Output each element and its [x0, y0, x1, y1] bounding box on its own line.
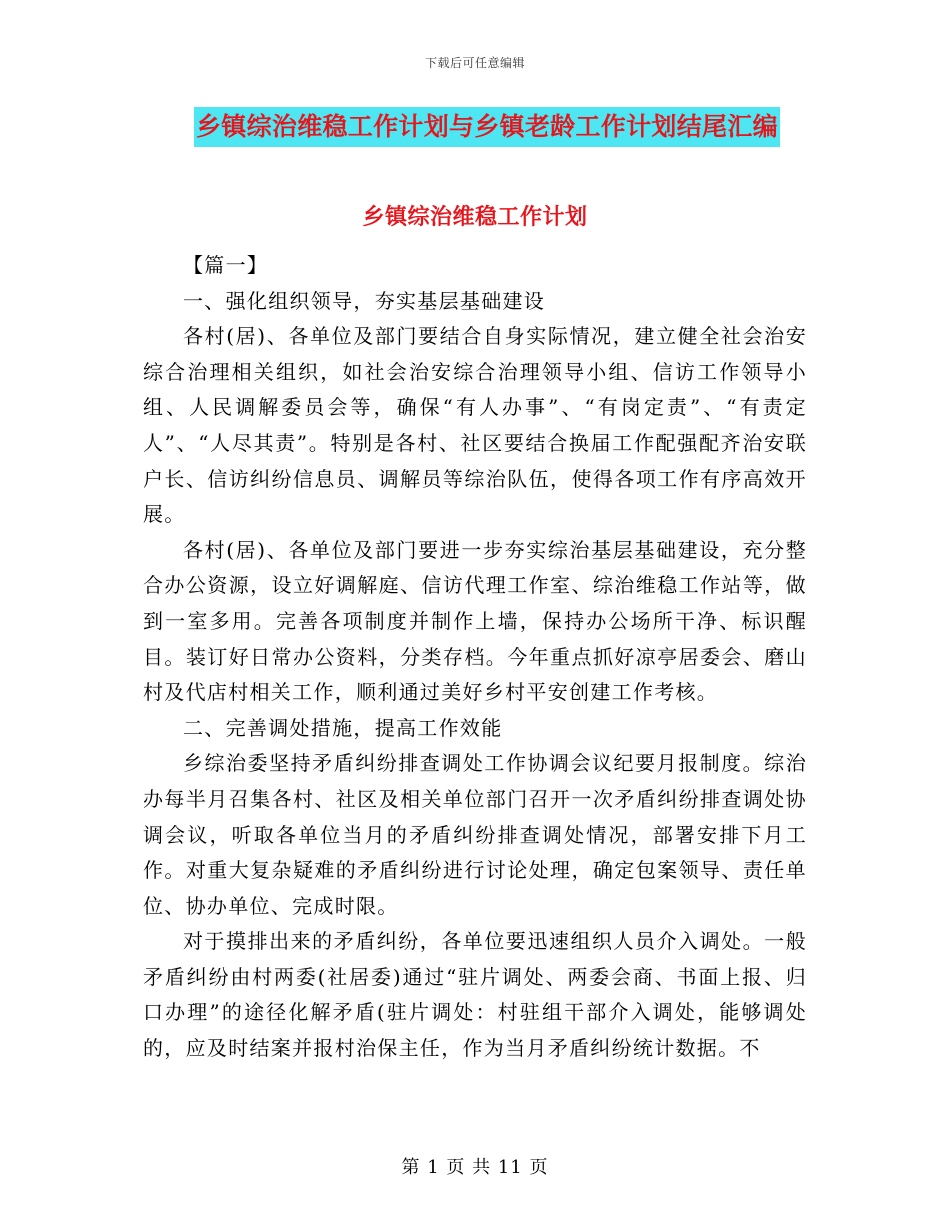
body-paragraph: 对于摸排出来的矛盾纠纷，各单位要迅速组织人员介入调处。一般矛盾纠纷由村两委(社居委)通过“驻片调处、两委会商、书面上报、归口办理”的途径化解矛盾(驻片调处：村驻组干部介入调处，能够调处的，应及时结案并报村治保主任，作为当月矛盾纠纷统计数据。不: [143, 929, 807, 1061]
document-sub-title: 乡镇综治维稳工作计划: [362, 205, 588, 230]
section-heading: 一、强化组织领导，夯实基层基础建设: [183, 288, 546, 313]
section-heading: 二、完善调处措施，提高工作效能: [183, 715, 503, 740]
body-paragraph: 各村(居)、各单位及部门要结合自身实际情况，建立健全社会治安综合治理相关组织，如社会治安综合治理领导小组、信访工作领导小组、人民调解委员会等，确保“有人办事”、“有岗定责”、“有责定人”、“人尽其责”。特别是各村、社区要结合换届工作配强配齐治安联户长、信访纠纷信息员、调解员等综治队伍，使得各项工作有序高效开展。: [143, 324, 807, 527]
page-number: 第 1 页 共 11 页: [401, 1157, 549, 1178]
body-paragraph: 各村(居)、各单位及部门要进一步夯实综治基层基础建设，充分整合办公资源，设立好调解庭、信访代理工作室、综治维稳工作站等，做到一室多用。完善各项制度并制作上墙，保持办公场所干净、标识醒目。装订好日常办公资料，分类存档。今年重点抓好凉亭居委会、磨山村及代店村相关工作，顺利通过美好乡村平安创建工作考核。: [143, 537, 807, 705]
body-paragraph: 乡综治委坚持矛盾纠纷排查调处工作协调会议纪要月报制度。综治办每半月召集各村、社区及相关单位部门召开一次矛盾纠纷排查调处协调会议，听取各单位当月的矛盾纠纷排查调处情况，部署安排下月工作。对重大复杂疑难的矛盾纠纷进行讨论处理，确定包案领导、责任单位、协办单位、完成时限。: [143, 751, 807, 918]
section-label: 【篇一】: [183, 253, 269, 277]
document-main-title: 乡镇综治维稳工作计划与乡镇老龄工作计划结尾汇编: [194, 107, 780, 147]
header-note: 下载后可任意编辑: [424, 56, 525, 70]
document-body: [143, 248, 807, 1067]
